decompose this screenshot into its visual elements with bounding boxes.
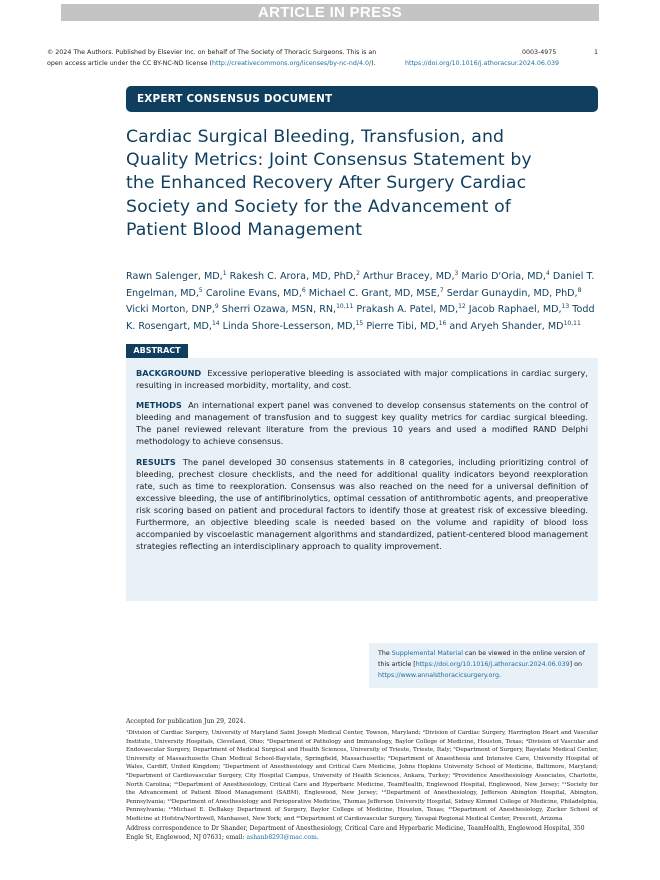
address-end: .	[316, 834, 319, 841]
supp-mid: can be viewed in the online version of this article [	[378, 650, 585, 668]
author-affiliation-sup: 13	[561, 303, 570, 311]
license-line-1: © 2024 The Authors. Published by Elsevier Inc. on behalf of The Society of Thoracic Surgeons. This is an	[47, 49, 377, 56]
author: Rawn Salenger, MD,	[126, 271, 223, 283]
issn: 0003-4975	[522, 49, 557, 56]
author-list	[126, 267, 606, 333]
author: Prakash A. Patel, MD,	[356, 304, 459, 316]
author: Sherri Ozawa, MSN, RN,	[221, 304, 337, 316]
abstract-methods-text: An international expert panel was convened to develop consensus statements on the control of bleeding and management of transfusion and to suggest key quality metrics for cardiac surgical bleeding. The panel reviewed relevant literature from the previous 10 years and used a modified RAND Delphi methodology to achieve consensus.	[136, 400, 588, 447]
author-affiliation-sup: 2	[356, 270, 360, 277]
abstract-label: ABSTRACT	[126, 344, 188, 358]
accepted-date: Accepted for publication Jun 29, 2024.	[126, 718, 246, 725]
author-affiliation-sup: 7	[439, 286, 444, 294]
author-affiliation-sup: 12	[458, 303, 466, 311]
author-affiliation-sup: 9	[214, 303, 219, 311]
author-affiliation-sup: 8	[577, 286, 582, 294]
supp-post: .	[498, 671, 501, 679]
supplemental-note	[369, 643, 598, 688]
abstract-box	[126, 358, 598, 601]
author-affiliation-sup: 6	[301, 286, 306, 294]
author: Mario D'Oria, MD,	[461, 271, 546, 283]
license-line-2-pre: open access article under the CC BY-NC-ND license (	[47, 60, 212, 67]
license-notice	[47, 47, 392, 69]
abstract-results	[136, 456, 588, 553]
author-affiliation-sup: 10,11	[563, 319, 581, 327]
author-affiliation-sup: 5	[198, 286, 203, 294]
author-affiliation-sup: 16	[438, 319, 447, 327]
correspondence-address	[126, 824, 598, 842]
author: and Aryeh Shander, MD	[449, 320, 564, 332]
abstract-background	[136, 367, 588, 391]
section-heading: EXPERT CONSENSUS DOCUMENT	[126, 86, 598, 112]
author: Pierre Tibi, MD,	[366, 320, 439, 332]
supp-mid2: ] on	[569, 660, 582, 668]
author-affiliation-sup: 14	[211, 319, 220, 327]
address-text: Address correspondence to Dr Shander, Department of Anesthesiology, Critical Care and Hyperbaric Medicine, TeamHealth, Englewood Hospital, 350 Engle St, Englewood, NJ 07631; email:	[126, 825, 585, 841]
author: Serdar Gunaydin, MD, PhD,	[446, 287, 578, 299]
author-affiliation-sup: 1	[222, 270, 227, 277]
author-affiliation-sup: 4	[545, 270, 550, 277]
author: Michael C. Grant, MD, MSE,	[308, 287, 440, 299]
author: Arthur Bracey, MD,	[363, 271, 455, 283]
author: Linda Shore-Lesserson, MD,	[222, 320, 356, 332]
abstract-results-text: The panel developed 30 consensus statements in 8 categories, including prioritizing control of bleeding, prechest closure checklists, and the need for additional quality indicators beyond reexploration rate, such as time to reexploration. Consensus was also reached on the need for a universal definition of excessive bleeding, the use of antifibrinolytics, optimal cessation of antithrombotic agents, and preoperative risk scoring based on patient and procedural factors to identify those at greatest risk of excessive bleeding. Furthermore, an objective bleeding scale is needed based on the volume and rapidity of blood loss accompanied by viscoelastic management algorithms and standardized, patient-centered blood management strategies reflecting an interdisciplinary approach to quality improvement.	[136, 456, 588, 552]
author-affiliation-sup: 10,11	[336, 303, 354, 311]
supplemental-doi-link[interactable]: https://doi.org/10.1016/j.athoracsur.2024.06.039	[415, 660, 570, 668]
license-line-2-post: ).	[371, 60, 376, 67]
license-link[interactable]: http://creativecommons.org/licenses/by-nc-nd/4.0/	[212, 60, 372, 67]
article-title: Cardiac Surgical Bleeding, Transfusion, and Quality Metrics: Joint Consensus Statement by the Enhanced Recovery After Surgery Cardiac Society and Society for the Advancement of Patient Blood Management	[126, 127, 532, 240]
abstract-methods-head: METHODS	[136, 400, 182, 411]
abstract-results-head: RESULTS	[136, 456, 176, 467]
author-affiliation-sup: 15	[355, 319, 364, 327]
article-in-press-banner: ARTICLE IN PRESS	[61, 4, 599, 21]
author-affiliation-sup: 3	[454, 270, 459, 277]
author: Daniel T. Engelman, MD,	[126, 271, 595, 299]
author: Todd K. Rosengart, MD,	[126, 304, 595, 332]
author: Rakesh C. Arora, MD, PhD,	[229, 271, 357, 283]
author: Caroline Evans, MD,	[205, 287, 302, 299]
page-number: 1	[594, 49, 599, 56]
affiliations: ¹Division of Cardiac Surgery, University of Maryland Saint Joseph Medical Center, Towson, Maryland; ²Division of Cardiac Surgery, Harrington Heart and Vascular Institute, University Hospitals, Cleveland, Ohio; ³Department of Pathology and Immunology, Baylor College of Medicine, Houston, Texas; ⁴Division of Vascular and Endovascular Surgery, Department of Medical Surgical and Health Sciences, University of Trieste, Trieste, Italy; ⁵Department of Surgery, Baystate Medical Center, University of Massachusetts Chan Medical School-Baystate, Springfield, Massachusetts; ⁶Department of Anaesthesia and Intensive Care, University Hospital of Wales, Cardiff, United Kingdom; ⁷Department of Anesthesiology and Critical Care Medicine, Johns Hopkins University School of Medicine, Baltimore, Maryland; ⁸Department of Cardiovascular Surgery, City Hospital Campus, University of Health Sciences, Ankara, Turkey; ⁹Providence Anesthesiology Associates, Charlotte, North Carolina; ¹⁰Department of Anesthesiology, Critical Care and Hyperbaric Medicine, TeamHealth, Englewood Hospital, Englewood, New Jersey; ¹¹Society for the Advancement of Patient Blood Management (SABM), Englewood, New Jersey; ¹²Department of Anesthesiology, Jefferson Abington Hospital, Abington, Pennsylvania; ¹³Department of Anesthesiology and Perioperative Medicine, Thomas Jefferson University Hospital, Sidney Kimmel College of Medicine, Philadelphia, Pennsylvania; ¹⁴Michael E. DeBakey Department of Surgery, Baylor College of Medicine, Houston, Texas; ¹⁵Department of Anesthesiology, Zucker School of Medicine at Hofstra/Northwell, Manhasset, New York; and ¹⁶Department of Cardiovascular Surgery, Yavapai Regional Medical Center, Prescott, Arizona	[126, 730, 598, 822]
supplemental-material-link[interactable]: Supplemental Material	[391, 650, 463, 657]
journal-site-link[interactable]: https://www.annalsthoracicsurgery.org	[378, 671, 499, 679]
email-link[interactable]: ashanb8293@mac.com	[246, 834, 317, 841]
abstract-background-head: BACKGROUND	[136, 368, 202, 378]
abstract-methods	[136, 399, 588, 447]
author: Jacob Raphael, MD,	[468, 304, 562, 316]
doi-link[interactable]: https://doi.org/10.1016/j.athoracsur.2024.06.039	[405, 60, 559, 67]
abstract-background-text: Excessive perioperative bleeding is associated with major complications in cardiac surgery, resulting in increased morbidity, mortality, and cost.	[136, 368, 589, 391]
supp-pre: The	[378, 650, 392, 657]
author: Vicki Morton, DNP,	[126, 304, 215, 316]
